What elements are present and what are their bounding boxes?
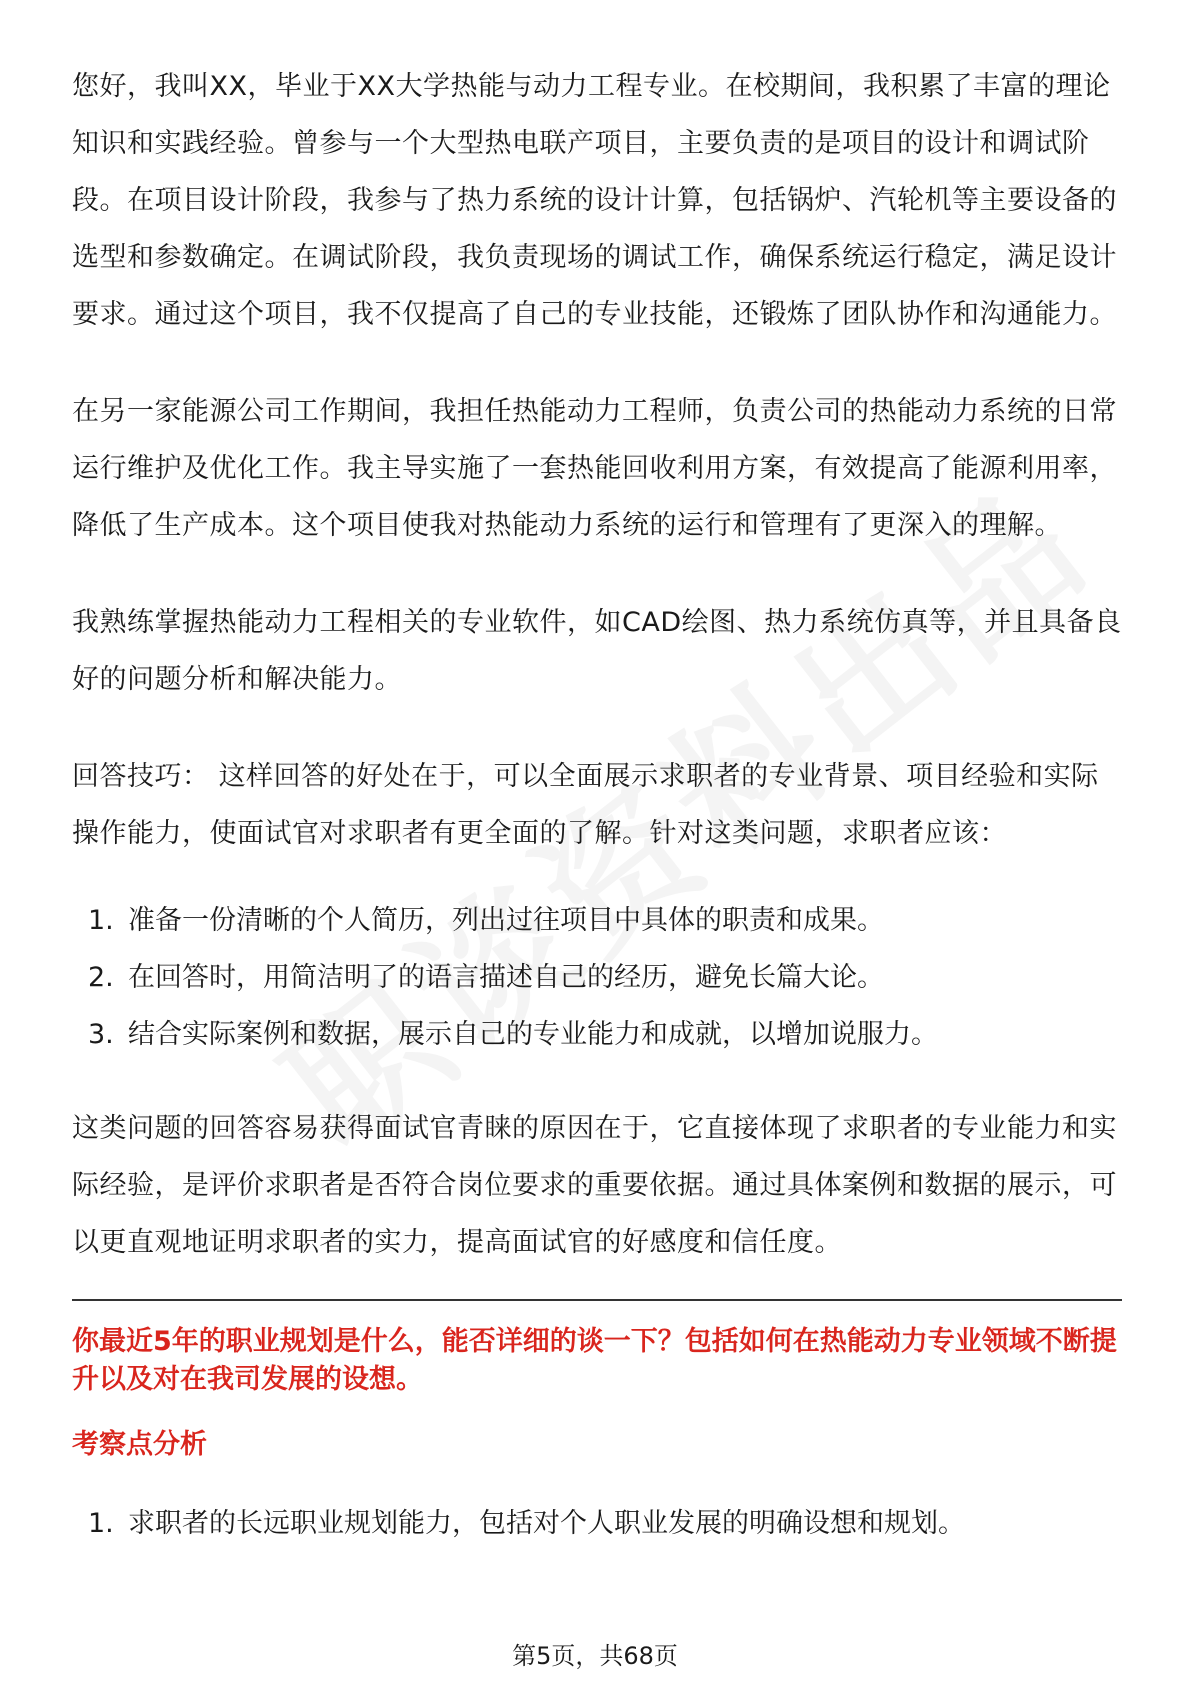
paragraph-closing: 这类问题的回答容易获得面试官青睐的原因在于，它直接体现了求职者的专业能力和实际经验，是评价求职者是否符合岗位要求的重要依据。通过具体案例和数据的展示，可以更直观地证明求职者的实力，提高面试官的好感度和信任度。 <box>72 1113 1117 1258</box>
page-content <box>72 58 1122 1552</box>
interview-question: 你最近5年的职业规划是什么，能否详细的谈一下？包括如何在热能动力专业领域不断提升以及对在我司发展的设想。 <box>72 1326 1117 1395</box>
list-number: 3. <box>88 1019 114 1050</box>
list-text: 结合实际案例和数据，展示自己的专业能力和成就，以增加说服力。 <box>128 1019 938 1050</box>
list-item <box>88 892 1122 949</box>
paragraph-skills: 我熟练掌握热能动力工程相关的专业软件，如CAD绘图、热力系统仿真等，并且具备良好的问题分析和解决能力。 <box>72 607 1122 695</box>
section-title: 考察点分析 <box>72 1429 207 1460</box>
list-item <box>88 1006 1122 1063</box>
list-item <box>88 1495 1122 1552</box>
paragraph-tips-intro: 回答技巧： 这样回答的好处在于，可以全面展示求职者的专业背景、项目经验和实际操作能力，使面试官对求职者有更全面的了解。针对这类问题，求职者应该： <box>72 761 1099 849</box>
tips-list <box>72 892 1122 1063</box>
points-list <box>72 1495 1122 1552</box>
list-number: 2. <box>88 962 114 993</box>
list-text: 在回答时，用简洁明了的语言描述自己的经历，避免长篇大论。 <box>128 962 884 993</box>
list-item <box>88 949 1122 1006</box>
list-text: 准备一份清晰的个人简历，列出过往项目中具体的职责和成果。 <box>128 905 884 936</box>
list-number: 1. <box>88 905 114 936</box>
list-text: 求职者的长远职业规划能力，包括对个人职业发展的明确设想和规划。 <box>128 1508 965 1539</box>
paragraph-intro: 您好，我叫XX，毕业于XX大学热能与动力工程专业。在校期间，我积累了丰富的理论知识和实践经验。曾参与一个大型热电联产项目，主要负责的是项目的设计和调试阶段。在项目设计阶段，我参与了热力系统的设计计算，包括锅炉、汽轮机等主要设备的选型和参数确定。在调试阶段，我负责现场的调试工作，确保系统运行稳定，满足设计要求。通过这个项目，我不仅提高了自己的专业技能，还锻炼了团队协作和沟通能力。 <box>72 71 1117 330</box>
list-number: 1. <box>88 1508 114 1539</box>
paragraph-experience: 在另一家能源公司工作期间，我担任热能动力工程师，负责公司的热能动力系统的日常运行维护及优化工作。我主导实施了一套热能回收利用方案，有效提高了能源利用率，降低了生产成本。这个项目使我对热能动力系统的运行和管理有了更深入的理解。 <box>72 396 1117 541</box>
section-divider <box>72 1299 1122 1301</box>
page-footer: 第5页，共68页 <box>512 1642 678 1670</box>
